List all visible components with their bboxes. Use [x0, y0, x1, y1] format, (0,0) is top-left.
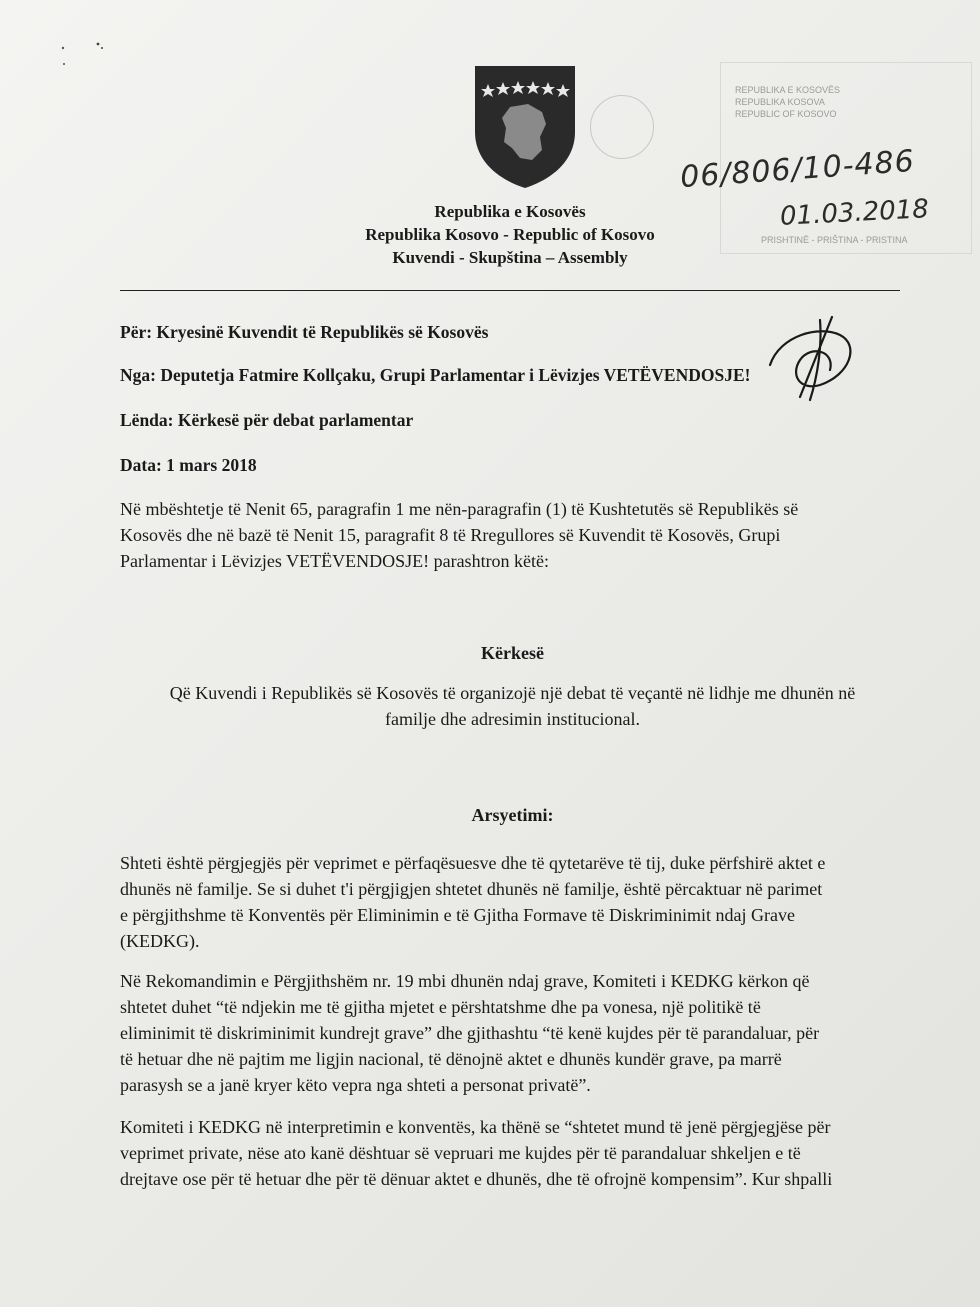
paragraph-line: parasysh se a janë kryer këto vepra nga shteti a personat privatë”.: [120, 1075, 591, 1095]
stamp-line: REPUBLIKA KOSOVA: [735, 97, 825, 107]
header-line-trilingual: Republika Kosovo - Republic of Kosovo: [365, 225, 655, 244]
reasoning-paragraph-2: [120, 968, 905, 1098]
subject-line: Lënda: Kërkesë për debat parlamentar: [120, 410, 414, 430]
stamp-line: REPUBLIKA E KOSOVËS: [735, 85, 841, 95]
reasoning-paragraph-3: [120, 1114, 905, 1192]
stamp-line: REPUBLIC OF KOSOVO: [735, 109, 837, 119]
paragraph-line: të hetuar dhe në pajtim me ligjin nacional, të dënojnë aktet e dhunës kundër grave, pa marrë: [120, 1049, 782, 1069]
intro-line: Parlamentar i Lëvizjes VETËVENDOSJE! parashtron këtë:: [120, 551, 550, 571]
paper-specks: [60, 40, 120, 80]
intro-line: Në mbështetje të Nenit 65, paragrafin 1 me nën-paragrafin (1) të Kushtetutës së Republikës së: [120, 499, 799, 519]
paragraph-line: Komiteti i KEDKG në interpretimin e konventës, ka thënë se “shtetet mund të jenë përgjegjëse për: [120, 1117, 831, 1137]
kosovo-coat-of-arms-icon: [470, 62, 580, 190]
paragraph-line: eliminimit të diskriminimit kundrejt grave” dhe gjithashtu “të kenë kujdes për të parandaluar, për: [120, 1023, 820, 1043]
request-line: familje dhe adresimin institucional.: [385, 709, 640, 729]
paragraph-line: shtetet duhet “të ndjekin me të gjitha mjetet e përshtatshme dhe pa vonesa, një politikë të: [120, 997, 761, 1017]
date-line: Data: 1 mars 2018: [120, 455, 257, 475]
header-line-assembly: Kuvendi - Skupština – Assembly: [392, 248, 628, 267]
reasoning-paragraph-1: [120, 850, 905, 954]
paragraph-line: Në Rekomandimin e Përgjithshëm nr. 19 mbi dhunën ndaj grave, Komiteti i KEDKG kërkon që: [120, 971, 810, 991]
sender-line: Nga: Deputetja Fatmire Kollçaku, Grupi Parlamentar i Lëvizjes VETËVENDOSJE!: [120, 365, 751, 385]
reasoning-heading: Arsyetimi:: [471, 805, 554, 825]
paragraph-line: Shteti është përgjegjës për veprimet e përfaqësuesve dhe të qytetarëve të tij, duke përfshirë aktet e: [120, 853, 826, 873]
handwritten-signature-icon: [760, 305, 870, 405]
paragraph-line: veprimet private, nëse ato kanë dështuar së vepruari me kujdes për të parandaluar shkeljen e të: [120, 1143, 801, 1163]
request-paragraph: [120, 680, 905, 732]
paragraph-line: (KEDKG).: [120, 931, 200, 951]
header-line-republic: Republika e Kosovës: [434, 202, 586, 221]
intro-line: Kosovës dhe në bazë të Nenit 15, paragrafit 8 të Rregullores së Kuvendit të Kosovës, Grupi: [120, 525, 781, 545]
paragraph-line: drejtave ose për të hetuar dhe për të dënuar aktet e dhunës, dhe të ofrojnë kompensim”. Kur shpalli: [120, 1169, 833, 1189]
paragraph-line: e përgjithshme të Konventës për Eliminimin e të Gjitha Formave të Diskriminimit ndaj Grave: [120, 905, 796, 925]
stamp-footer: PRISHTINË - PRIŠTINA - PRISTINA: [761, 235, 908, 245]
header-divider: [120, 290, 900, 291]
stamp-seal-icon: [590, 95, 654, 159]
handwritten-registration-number: 06/806/10-486: [679, 143, 916, 196]
document-header: [300, 200, 720, 269]
handwritten-registration-date: 01.03.2018: [779, 194, 930, 232]
paragraph-line: dhunës në familje. Se si duhet t'i përgjigjen shtetet dhunës në familje, është përcaktuar në parimet: [120, 879, 823, 899]
request-line: Që Kuvendi i Republikës së Kosovës të organizojë një debat të veçantë në lidhje me dhunën në: [169, 683, 856, 703]
intro-paragraph: [120, 496, 905, 574]
addressee-line: Për: Kryesinë Kuvendit të Republikës së Kosovës: [120, 322, 489, 342]
request-heading: Kërkesë: [481, 643, 544, 663]
